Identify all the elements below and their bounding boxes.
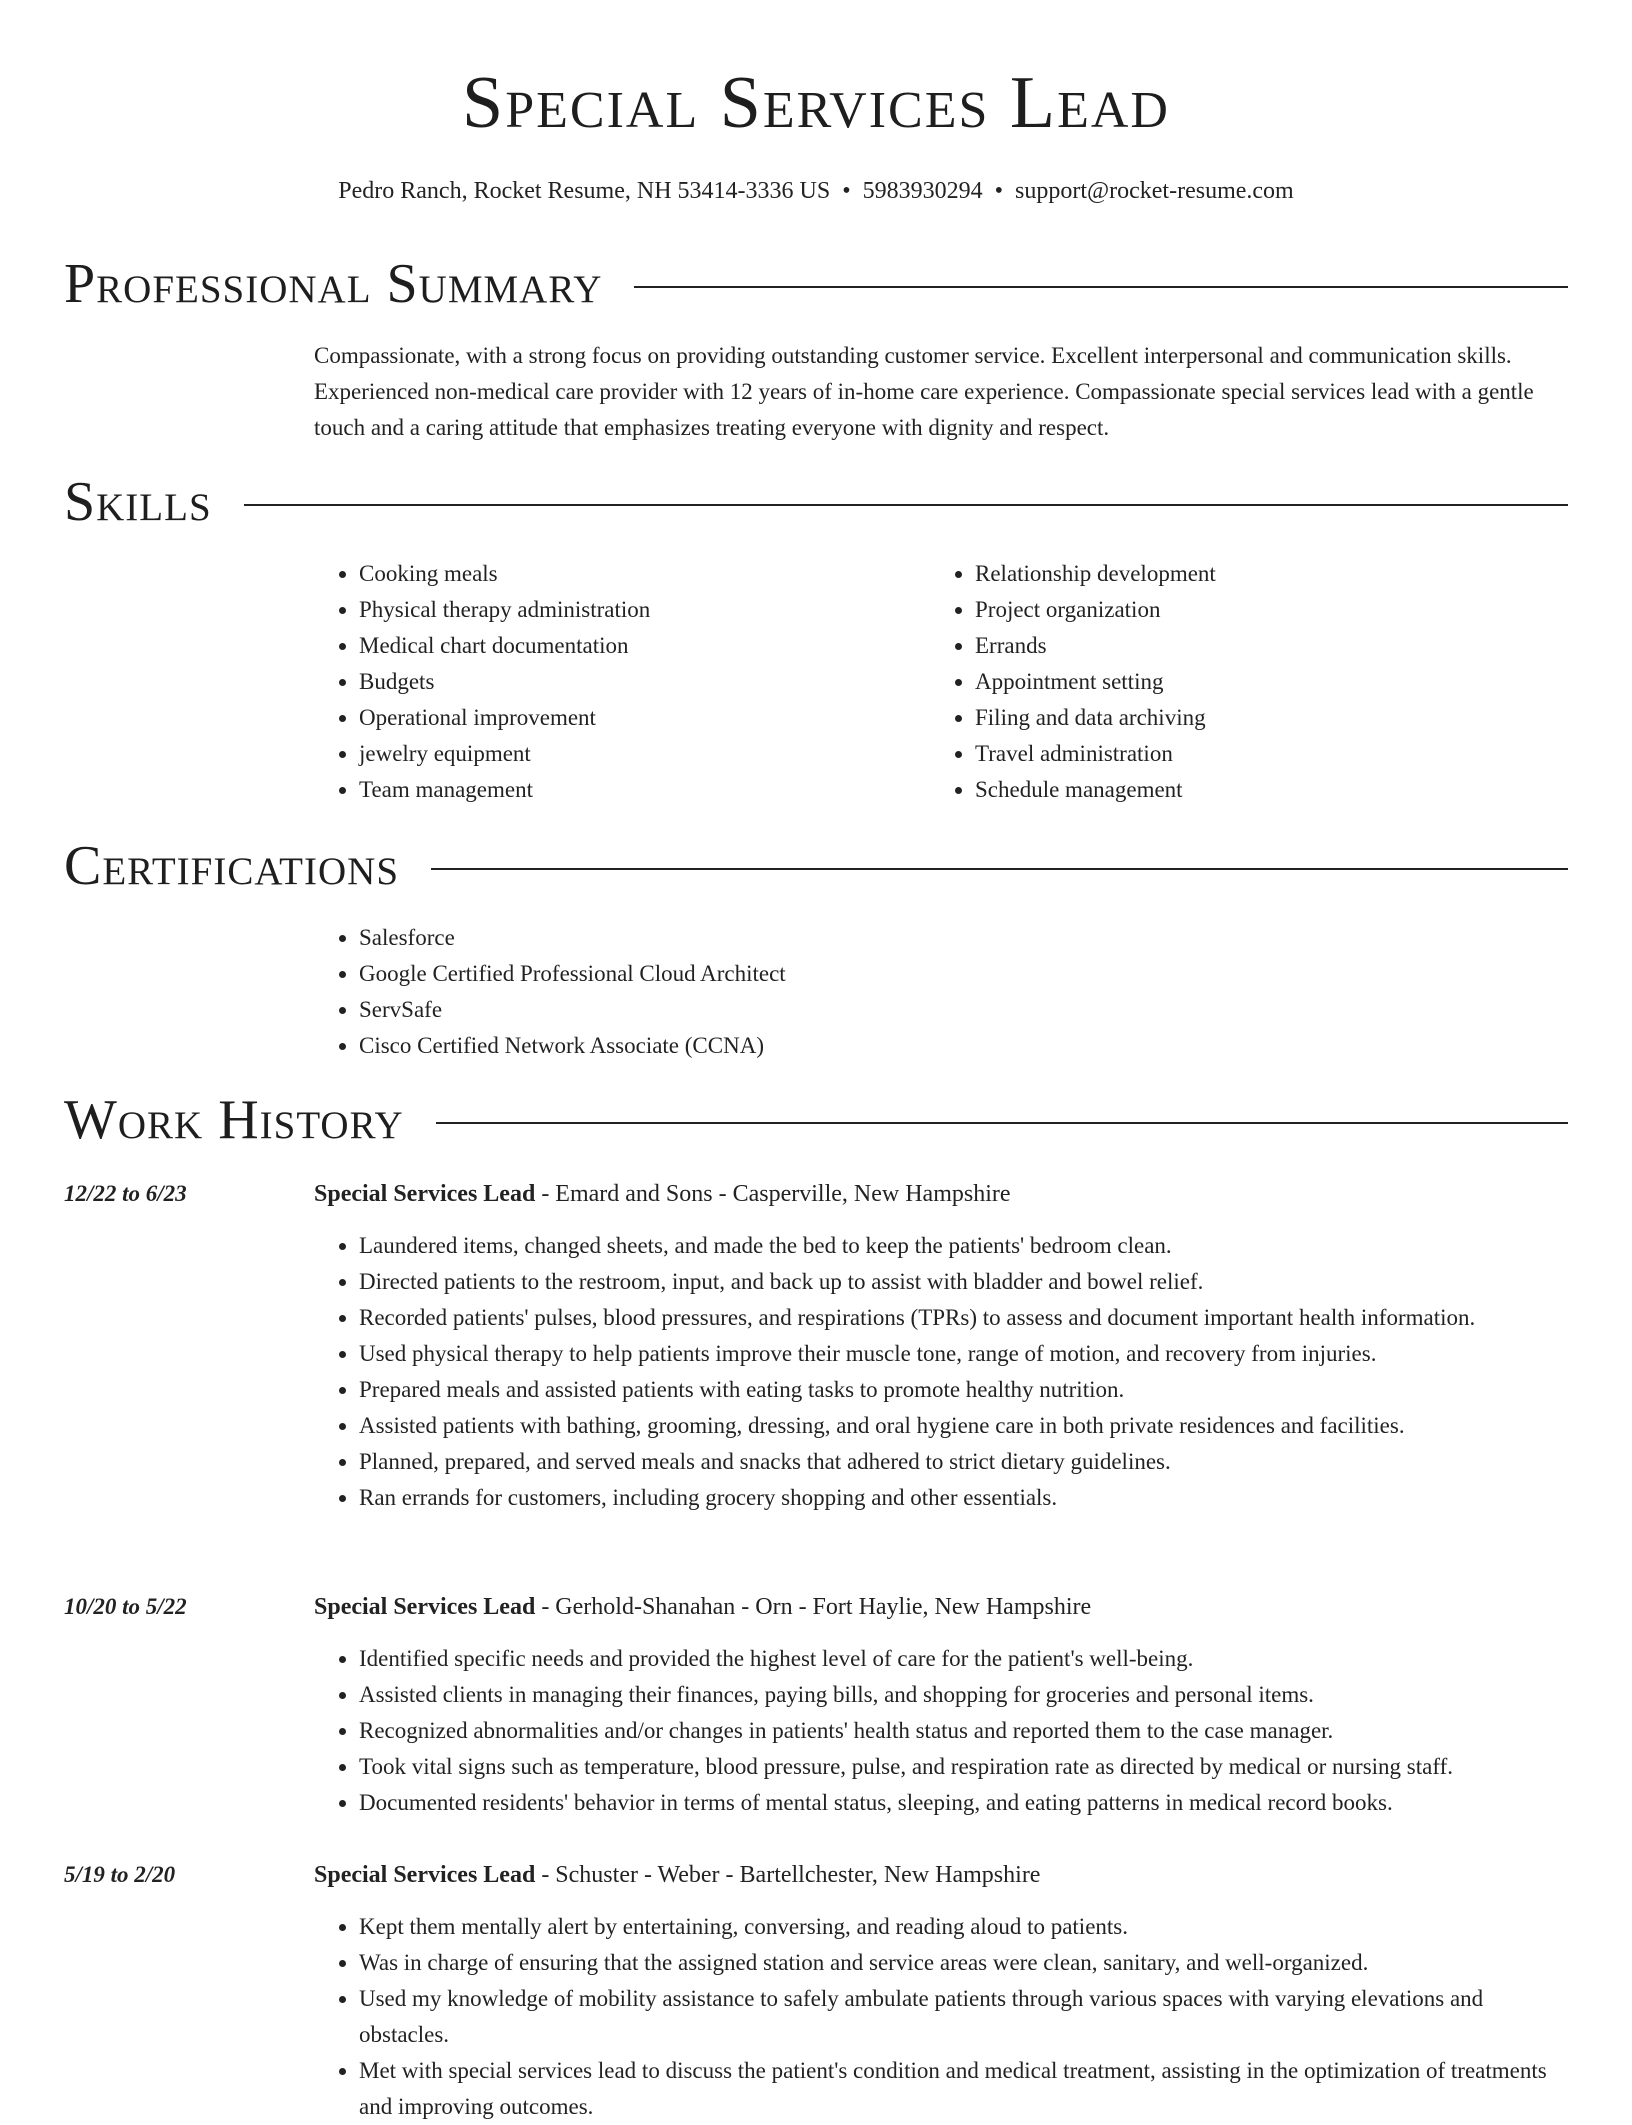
- skills-column-right: [930, 556, 1546, 808]
- list-item: • Salesforce: [359, 920, 1554, 956]
- job-duties: [314, 1641, 1560, 1821]
- list-item: • Used physical therapy to help patients improve their muscle tone, range of motion, and recovery from injuries.: [359, 1336, 1560, 1372]
- contact-separator: •: [994, 178, 1004, 204]
- resume-title: Special Services Lead: [462, 62, 1170, 144]
- certifications-block: [314, 920, 1554, 1064]
- list-item: • Physical therapy administration: [359, 592, 930, 628]
- list-item: • Kept them mentally alert by entertaining, conversing, and reading aloud to patients.: [359, 1909, 1560, 1945]
- job-title: Special Services Lead: [314, 1594, 536, 1620]
- job-duties-list: [314, 1228, 1560, 1516]
- list-item: • Appointment setting: [975, 664, 1546, 700]
- summary-heading: Professional Summary: [64, 253, 603, 315]
- skills-columns: [314, 556, 1554, 808]
- list-item: • Budgets: [359, 664, 930, 700]
- job-duties-list: [314, 1909, 1560, 2125]
- job-dates: 10/20 to 5/22: [64, 1594, 187, 1619]
- list-item: • Planned, prepared, and served meals and snacks that adhered to strict dietary guidelines.: [359, 1444, 1560, 1480]
- summary-text: Compassionate, with a strong focus on providing outstanding customer service. Excellent interpersonal and communication skills. Experienced non-medical care provider with 12 years of in-home care experience. Compassionate special services lead with a gentle touch and a caring attitude that emphasizes treating everyone with dignity and respect.: [314, 343, 1534, 440]
- list-item: • Recorded patients' pulses, blood pressures, and respirations (TPRs) to assess and document important health information.: [359, 1300, 1560, 1336]
- job-employer: - Schuster - Weber - Bartellchester, New Hampshire: [535, 1862, 1041, 1888]
- job-employer: - Gerhold-Shanahan - Orn - Fort Haylie, New Hampshire: [535, 1594, 1092, 1620]
- contact-address: Pedro Ranch, Rocket Resume, NH 53414-3336 US: [338, 178, 831, 204]
- list-item: • Operational improvement: [359, 700, 930, 736]
- list-item: • Relationship development: [975, 556, 1546, 592]
- list-item: • Filing and data archiving: [975, 700, 1546, 736]
- job-title: Special Services Lead: [314, 1862, 536, 1888]
- contact-line: [0, 174, 1632, 208]
- job-duties-list: [314, 1641, 1560, 1821]
- list-item: • Used my knowledge of mobility assistance to safely ambulate patients through various spaces with varying elevations and obstacles.: [359, 1981, 1560, 2053]
- list-item: • Cooking meals: [359, 556, 930, 592]
- list-item: • Team management: [359, 772, 930, 808]
- certifications-list: [314, 920, 1554, 1064]
- skills-heading: Skills: [64, 471, 212, 533]
- list-item: • Schedule management: [975, 772, 1546, 808]
- job-title: Special Services Lead: [314, 1181, 536, 1207]
- list-item: • Was in charge of ensuring that the assigned station and service areas were clean, sanitary, and well-organized.: [359, 1945, 1560, 1981]
- contact-email: support@rocket-resume.com: [1015, 178, 1294, 204]
- list-item: • Recognized abnormalities and/or changes in patients' health status and reported them to the case manager.: [359, 1713, 1560, 1749]
- list-item: • Documented residents' behavior in terms of mental status, sleeping, and eating patterns in medical record books.: [359, 1785, 1560, 1821]
- job-title-line: [314, 1857, 1040, 1893]
- certifications-heading: Certifications: [64, 835, 400, 897]
- section-divider: [244, 504, 1568, 506]
- job-duties: [314, 1909, 1560, 2125]
- list-item: • Assisted patients with bathing, grooming, dressing, and oral hygiene care in both private residences and facilities.: [359, 1408, 1560, 1444]
- section-divider: [431, 868, 1568, 870]
- list-item: • Assisted clients in managing their finances, paying bills, and shopping for groceries and personal items.: [359, 1677, 1560, 1713]
- list-item: • Cisco Certified Network Associate (CCNA): [359, 1028, 1554, 1064]
- list-item: • jewelry equipment: [359, 736, 930, 772]
- list-item: • Medical chart documentation: [359, 628, 930, 664]
- contact-phone: 5983930294: [862, 178, 983, 204]
- skills-section-header: [64, 470, 1568, 534]
- job-dates: 5/19 to 2/20: [64, 1862, 176, 1887]
- list-item: • Ran errands for customers, including grocery shopping and other essentials.: [359, 1480, 1560, 1516]
- certifications-section-header: [64, 834, 1568, 898]
- summary-section-header: [64, 252, 1568, 316]
- list-item: • Took vital signs such as temperature, blood pressure, pulse, and respiration rate as directed by medical or nursing staff.: [359, 1749, 1560, 1785]
- work-heading: Work History: [64, 1089, 404, 1151]
- job-title-line: [314, 1176, 1011, 1212]
- list-item: • Directed patients to the restroom, input, and back up to assist with bladder and bowel relief.: [359, 1264, 1560, 1300]
- section-divider: [634, 286, 1568, 288]
- skills-list-left: [314, 556, 930, 808]
- work-section-header: [64, 1088, 1568, 1152]
- list-item: • Met with special services lead to discuss the patient's condition and medical treatment, assisting in the optimization of treatments and improving outcomes.: [359, 2053, 1560, 2125]
- job-dates: 12/22 to 6/23: [64, 1181, 187, 1206]
- list-item: • Errands: [975, 628, 1546, 664]
- job-title-line: [314, 1589, 1091, 1625]
- job-duties: [314, 1228, 1560, 1516]
- job-employer: - Emard and Sons - Casperville, New Hampshire: [535, 1181, 1011, 1207]
- skills-list-right: [930, 556, 1546, 808]
- list-item: • Travel administration: [975, 736, 1546, 772]
- list-item: • Project organization: [975, 592, 1546, 628]
- list-item: • Laundered items, changed sheets, and made the bed to keep the patients' bedroom clean.: [359, 1228, 1560, 1264]
- section-divider: [436, 1122, 1568, 1124]
- list-item: • ServSafe: [359, 992, 1554, 1028]
- list-item: • Google Certified Professional Cloud Architect: [359, 956, 1554, 992]
- contact-separator: •: [842, 178, 851, 204]
- list-item: • Identified specific needs and provided the highest level of care for the patient's well-being.: [359, 1641, 1560, 1677]
- list-item: • Prepared meals and assisted patients with eating tasks to promote healthy nutrition.: [359, 1372, 1560, 1408]
- skills-column-left: [314, 556, 930, 808]
